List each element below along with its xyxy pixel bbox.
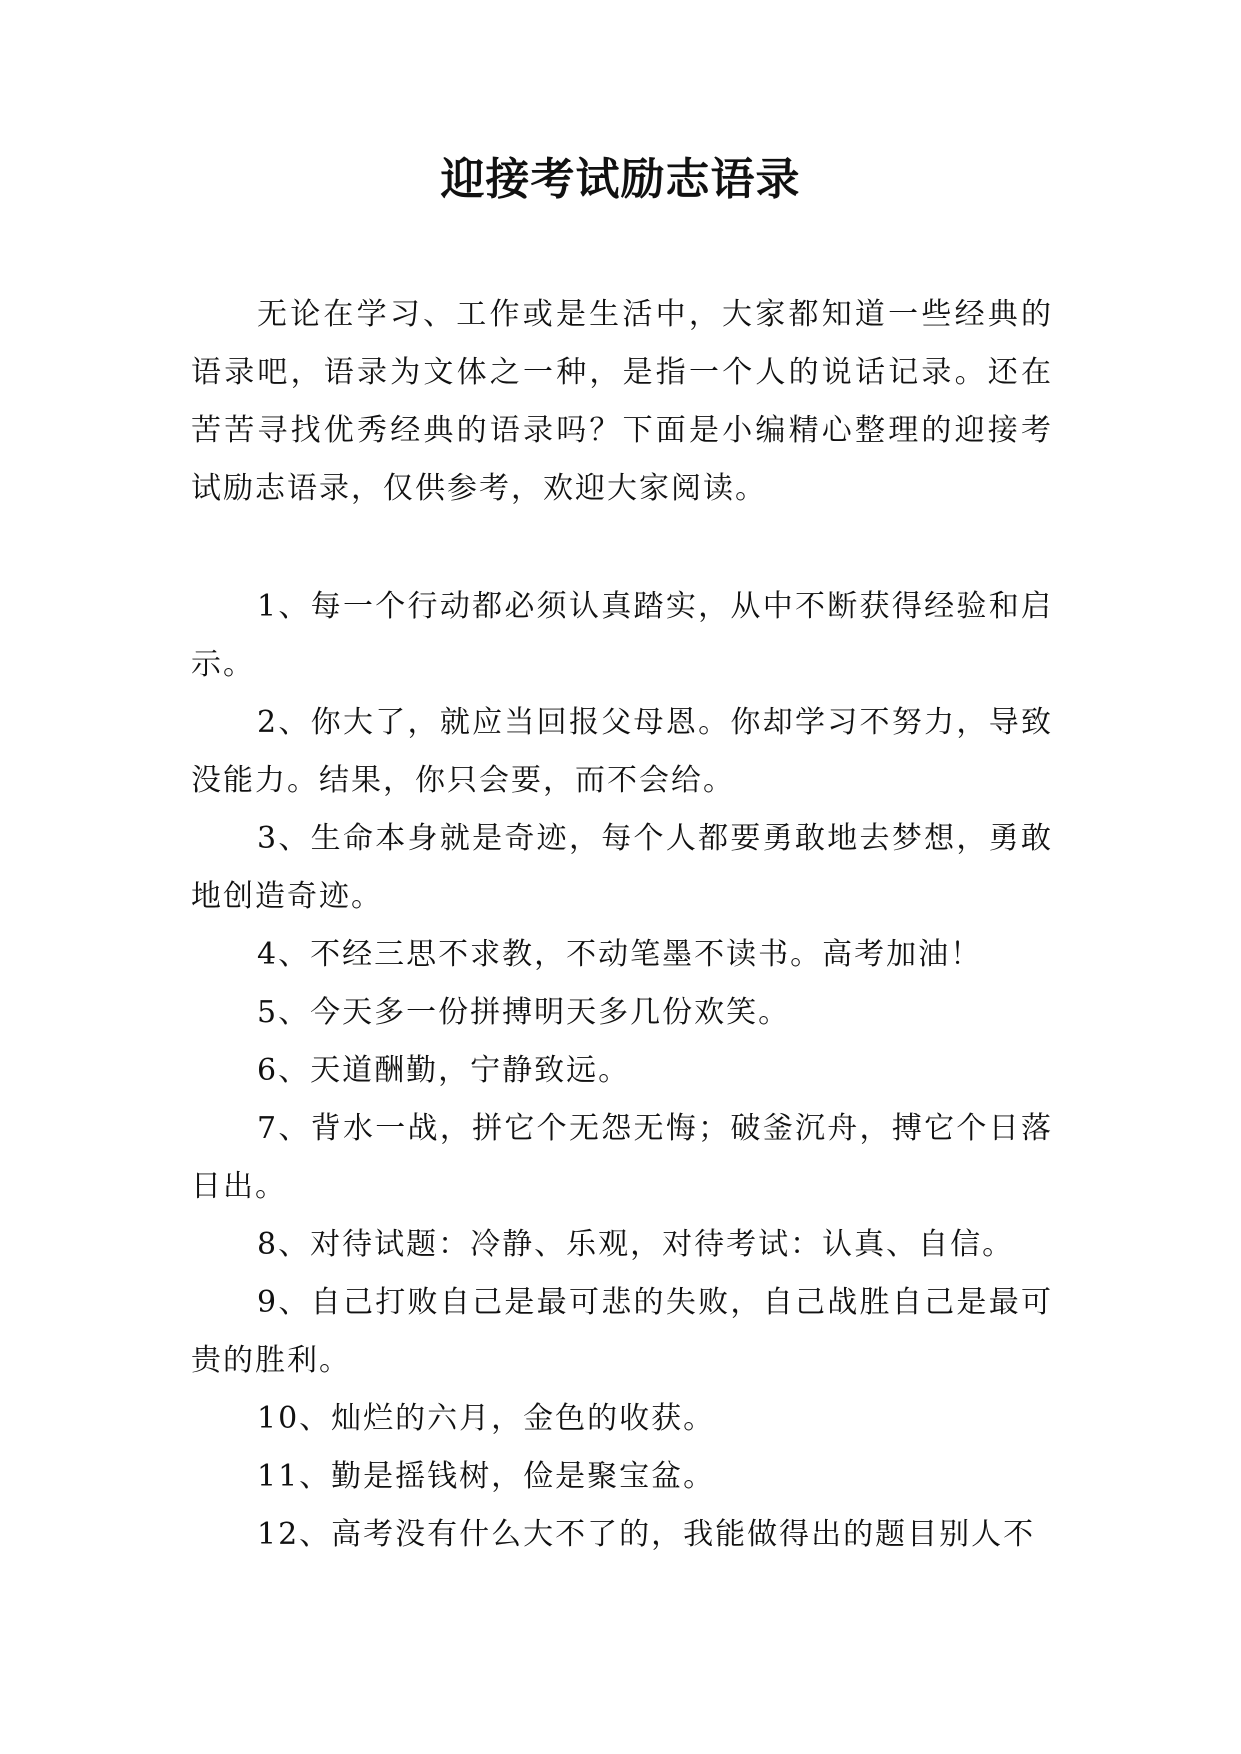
quote-item-11: 11、勤是摇钱树，俭是聚宝盆。 bbox=[257, 1459, 716, 1494]
quote-item-1: 1、每一个行动都必须认真踏实，从中不断获得经验和启示。 bbox=[191, 589, 1053, 682]
quote-item-6: 6、天道酬勤，宁静致远。 bbox=[257, 1053, 631, 1088]
quote-item-2: 2、你大了，就应当回报父母恩。你却学习不努力，导致没能力。结果，你只会要，而不会给。 bbox=[191, 705, 1053, 798]
quote-item-5: 5、今天多一份拼搏明天多几份欢笑。 bbox=[257, 995, 791, 1030]
quote-item-12: 12、高考没有什么大不了的，我能做得出的题目别人不 bbox=[257, 1517, 1036, 1552]
document-title: 迎接考试励志语录 bbox=[440, 154, 801, 205]
quote-item-4: 4、不经三思不求教，不动笔墨不读书。高考加油！ bbox=[257, 937, 983, 972]
quote-list bbox=[191, 578, 1053, 1564]
quote-item-9: 9、自己打败自己是最可悲的失败，自己战胜自己是最可贵的胜利。 bbox=[191, 1285, 1053, 1378]
quote-item-8: 8、对待试题：冷静、乐观，对待考试：认真、自信。 bbox=[257, 1227, 1015, 1262]
quote-item-7: 7、背水一战，拼它个无怨无悔；破釜沉舟，搏它个日落日出。 bbox=[191, 1111, 1053, 1204]
quote-item-3: 3、生命本身就是奇迹，每个人都要勇敢地去梦想，勇敢地创造奇迹。 bbox=[191, 821, 1053, 914]
quote-item-10: 10、灿烂的六月，金色的收获。 bbox=[257, 1401, 716, 1436]
intro-paragraph: 无论在学习、工作或是生活中，大家都知道一些经典的语录吧，语录为文体之一种，是指一个人的说话记录。还在苦苦寻找优秀经典的语录吗？下面是小编精心整理的迎接考试励志语录，仅供参考，欢迎大家阅读。 bbox=[191, 297, 1053, 506]
